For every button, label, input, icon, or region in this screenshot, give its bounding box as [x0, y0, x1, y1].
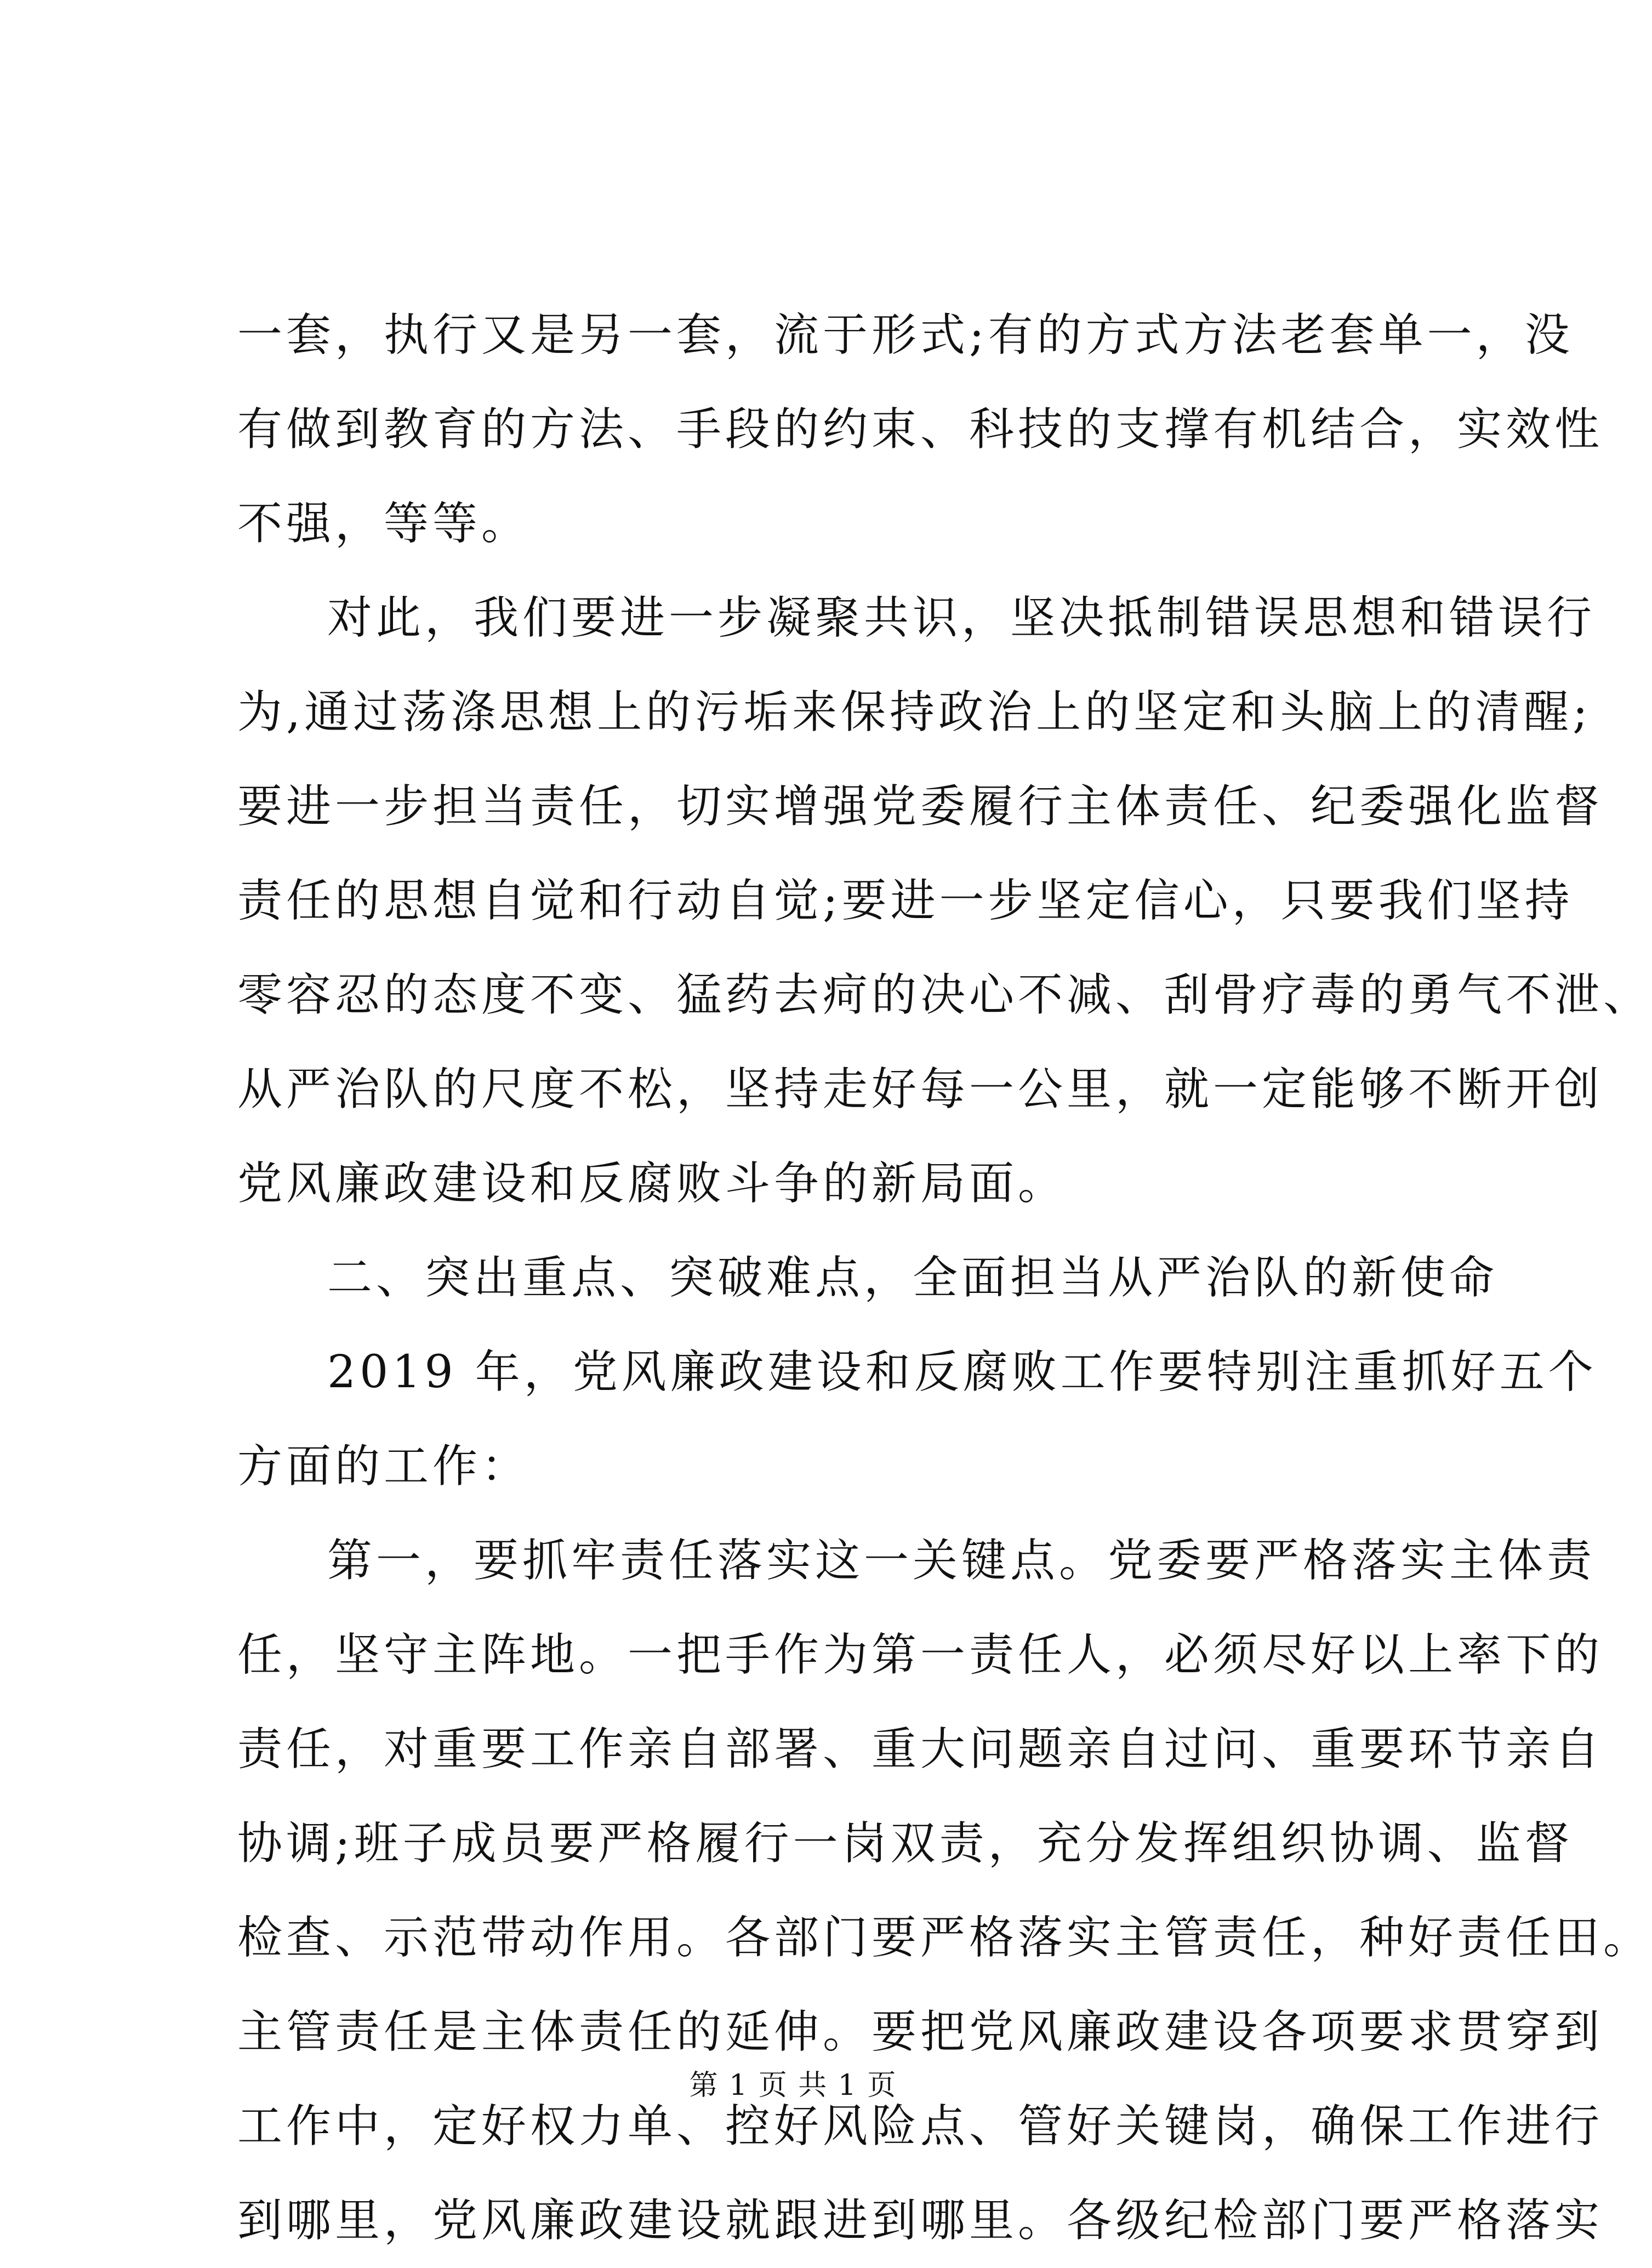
text-line: 工作中，定好权力单、控好风险点、管好关键岗，确保工作进行	[237, 2100, 1604, 2152]
section-heading: 二、突出重点、突破难点，全面担当从严治队的新使命	[327, 1252, 1499, 1304]
text-line: 对此，我们要进一步凝聚共识，坚决抵制错误思想和错误行	[327, 592, 1596, 644]
text-line: 为,通过荡涤思想上的污垢来保持政治上的坚定和头脑上的清醒;	[237, 686, 1592, 738]
text-line: 从严治队的尺度不松，坚持走好每一公里，就一定能够不断开创	[237, 1063, 1604, 1115]
text-line: 党风廉政建设和反腐败斗争的新局面。	[237, 1158, 1067, 1210]
text-line: 到哪里，党风廉政建设就跟进到哪里。各级纪检部门要严格落实	[237, 2195, 1604, 2247]
text-line: 不强，等等。	[237, 498, 531, 550]
text-line: 一套，执行又是另一套，流于形式;有的方式方法老套单一，没	[237, 309, 1574, 361]
text-line: 方面的工作：	[237, 1440, 531, 1492]
text-line: 任，坚守主阵地。一把手作为第一责任人，必须尽好以上率下的	[237, 1629, 1604, 1681]
page-footer	[0, 2066, 1586, 2105]
text-line: 责任，对重要工作亲自部署、重大问题亲自过问、重要环节亲自	[237, 1723, 1604, 1775]
page-number: 第 1 页 共 1 页	[689, 2069, 897, 2102]
text-line: 零容忍的态度不变、猛药去疴的决心不减、刮骨疗毒的勇气不泄、	[237, 969, 1652, 1021]
text-line: 责任的思想自觉和行动自觉;要进一步坚定信心，只要我们坚持	[237, 875, 1574, 927]
text-line: 主管责任是主体责任的延伸。要把党风廉政建设各项要求贯穿到	[237, 2006, 1604, 2058]
text-line: 2019 年，党风廉政建设和反腐败工作要特别注重抓好五个	[327, 1346, 1597, 1398]
text-line: 第一，要抓牢责任落实这一关键点。党委要严格落实主体责	[327, 1535, 1596, 1587]
text-line: 要进一步担当责任，切实增强党委履行主体责任、纪委强化监督	[237, 780, 1604, 833]
document-body	[237, 288, 1652, 2268]
text-line: 有做到教育的方法、手段的约束、科技的支撑有机结合，实效性	[237, 403, 1604, 455]
text-line: 协调;班子成员要严格履行一岗双责，充分发挥组织协调、监督	[237, 1817, 1574, 1870]
text-line: 检查、示范带动作用。各部门要严格落实主管责任，种好责任田。	[237, 1912, 1652, 1964]
